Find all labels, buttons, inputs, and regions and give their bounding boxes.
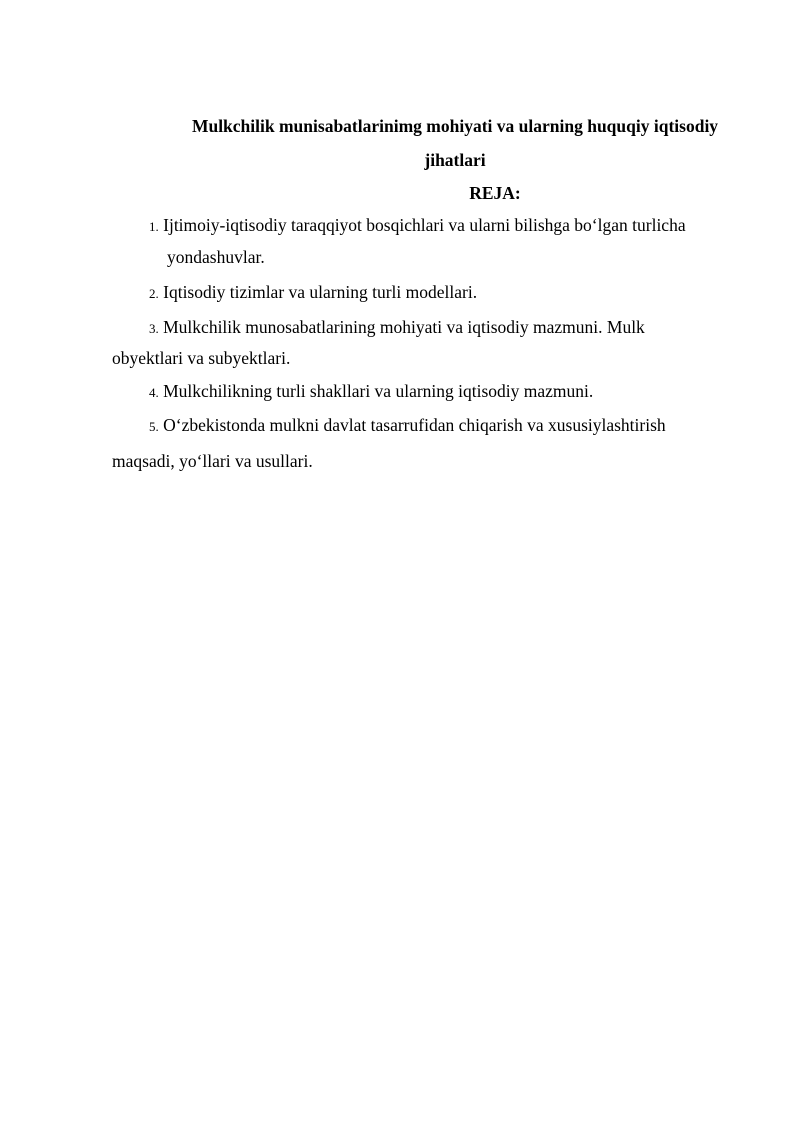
- plan-item-number: 2.: [149, 286, 159, 301]
- plan-item-4: [149, 376, 593, 408]
- plan-item-3-continued: [112, 343, 290, 373]
- plan-item-text: O‘zbekistonda mulkni davlat tasarrufidan chiqarish va xususiylashtirish: [163, 415, 666, 435]
- plan-item-number: 1.: [149, 219, 159, 234]
- plan-item-3: [149, 312, 729, 344]
- plan-item-text-continued: yondashuvlar.: [167, 247, 265, 267]
- title-line-1: Mulkchilik munisabatlarinimg mohiyati va ularning huquqiy iqtisodiy: [191, 116, 719, 136]
- document-title: [110, 109, 740, 177]
- plan-item-text: Ijtimoiy-iqtisodiy taraqqiyot bosqichlari va ularni bilishga bo‘lgan turlicha: [163, 215, 686, 235]
- plan-heading-text: REJA:: [469, 183, 521, 203]
- plan-item-2: [149, 277, 477, 309]
- plan-item-number: 5.: [149, 419, 159, 434]
- plan-item-text: Iqtisodiy tizimlar va ularning turli modellari.: [163, 282, 478, 302]
- plan-item-number: 3.: [149, 321, 159, 336]
- plan-heading: [110, 178, 780, 208]
- plan-item-number: 4.: [149, 385, 159, 400]
- plan-item-text-continued: obyektlari va subyektlari.: [112, 348, 291, 368]
- title-line-2: jihatlari: [424, 150, 486, 170]
- plan-item-1: [149, 210, 759, 272]
- plan-item-5: [149, 410, 666, 442]
- plan-item-text: Mulkchilikning turli shakllari va ularning iqtisodiy mazmuni.: [163, 381, 594, 401]
- plan-item-5-continued: [112, 446, 313, 476]
- plan-item-text: Mulkchilik munosabatlarining mohiyati va iqtisodiy mazmuni. Mulk: [163, 317, 645, 337]
- plan-item-text-continued: maqsadi, yo‘llari va usullari.: [112, 451, 313, 471]
